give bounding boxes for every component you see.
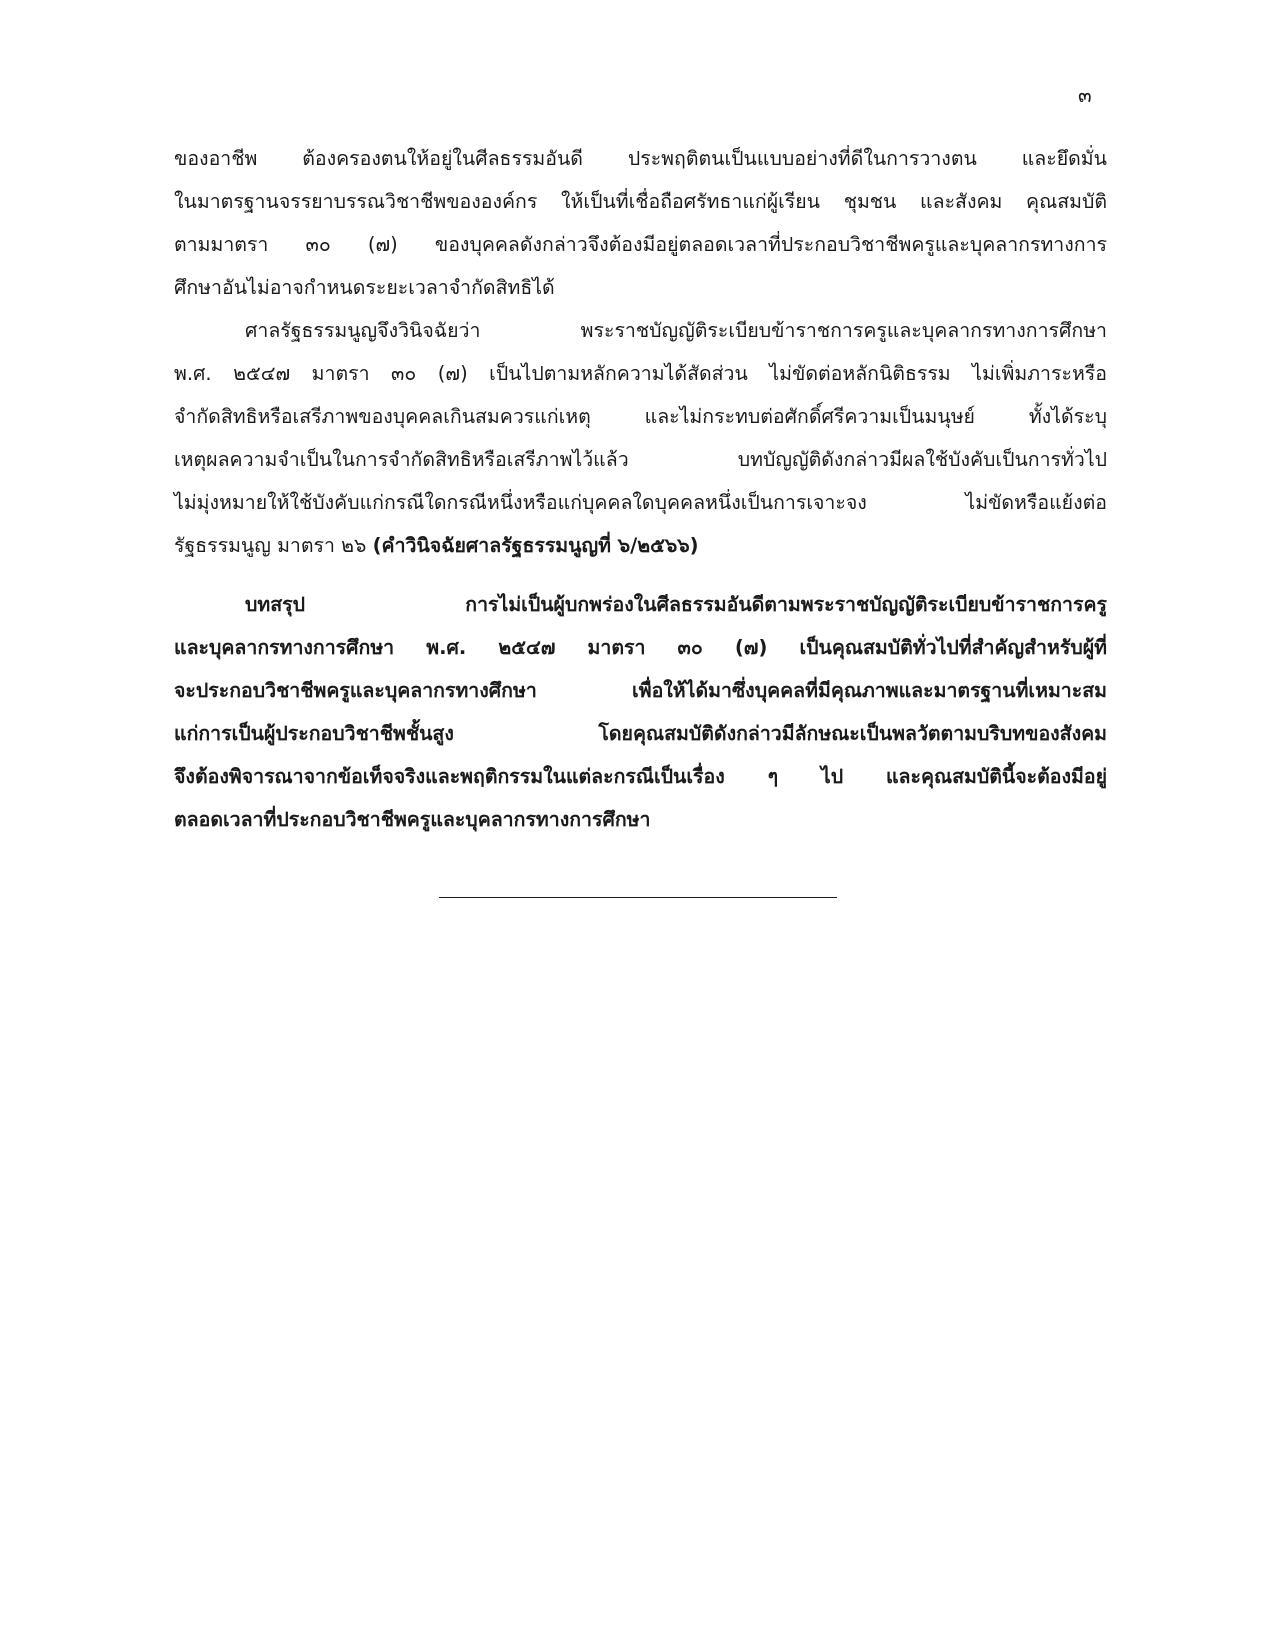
paragraph-2-line: เหตุผลความจำเป็นในการจำกัดสิทธิหรือเสรีภาพไว้แล้ว บทบัญญัติดังกล่าวมีผลใช้บังคับเป็นการทั่วไป — [174, 448, 1107, 471]
paragraph-2-line: จำกัดสิทธิหรือเสรีภาพของบุคคลเกินสมควรแก่เหตุ และไม่กระทบต่อศักดิ์ศรีความเป็นมนุษย์ ทั้งได้ระบุ — [174, 405, 1107, 428]
page-number: ๓ — [1078, 83, 1092, 107]
paragraph-2-line: พ.ศ. ๒๕๔๗ มาตรา ๓๐ (๗) เป็นไปตามหลักความได้สัดส่วน ไม่ขัดต่อหลักนิติธรรม ไม่เพิ่มภาระหรือ — [174, 362, 1107, 385]
paragraph-2-line-text: รัฐธรรมนูญ มาตรา ๒๖ — [174, 534, 373, 557]
summary-line: แก่การเป็นผู้ประกอบวิชาชีพชั้นสูง โดยคุณสมบัติดังกล่าวมีลักษณะเป็นพลวัตตามบริบทของสังคม — [174, 722, 1107, 745]
summary-line: บทสรุป การไม่เป็นผู้บกพร่องในศีลธรรมอันดีตามพระราชบัญญัติระเบียบข้าราชการครู — [245, 593, 1107, 616]
end-separator-line — [439, 897, 837, 898]
paragraph-1-line: ในมาตรฐานจรรยาบรรณวิชาชีพขององค์กร ให้เป็นที่เชื่อถือศรัทธาแก่ผู้เรียน ชุมชน และสังคม คุณสมบัติ — [174, 190, 1107, 213]
paragraph-1-line: ของอาชีพ ต้องครองตนให้อยู่ในศีลธรรมอันดี ประพฤติตนเป็นแบบอย่างที่ดีในการวางตน และยึดมั่น — [174, 147, 1107, 170]
summary-line: จะประกอบวิชาชีพครูและบุคลากรทางศึกษา เพื่อให้ได้มาซึ่งบุคคลที่มีคุณภาพและมาตรฐานที่เหมาะสม — [174, 679, 1107, 702]
summary-line: และบุคลากรทางการศึกษา พ.ศ. ๒๕๔๗ มาตรา ๓๐ (๗) เป็นคุณสมบัติทั่วไปที่สำคัญสำหรับผู้ที่ — [174, 636, 1107, 659]
ruling-citation: (คำวินิจฉัยศาลรัฐธรรมนูญที่ ๖/๒๕๖๖) — [372, 534, 699, 557]
summary-line: จึงต้องพิจารณาจากข้อเท็จจริงและพฤติกรรมในแต่ละกรณีเป็นเรื่อง ๆ ไป และคุณสมบัตินี้จะต้องมีอยู่ — [174, 765, 1107, 788]
summary-line: ตลอดเวลาที่ประกอบวิชาชีพครูและบุคลากรทางการศึกษา — [174, 808, 651, 831]
paragraph-1-line: ตามมาตรา ๓๐ (๗) ของบุคคลดังกล่าวจึงต้องมีอยู่ตลอดเวลาที่ประกอบวิชาชีพครูและบุคลากรทางการ — [174, 233, 1107, 256]
paragraph-2-line: ไม่มุ่งหมายให้ใช้บังคับแก่กรณีใดกรณีหนึ่งหรือแก่บุคคลใดบุคคลหนึ่งเป็นการเจาะจง ไม่ขัดหรือแย้งต่อ — [174, 491, 1107, 514]
paragraph-1-line: ศึกษาอันไม่อาจกำหนดระยะเวลาจำกัดสิทธิได้ — [174, 276, 555, 299]
paragraph-2-last-line — [174, 524, 1107, 568]
paragraph-2-line: ศาลรัฐธรรมนูญจึงวินิจฉัยว่า พระราชบัญญัติระเบียบข้าราชการครูและบุคลากรทางการศึกษา — [245, 319, 1107, 342]
